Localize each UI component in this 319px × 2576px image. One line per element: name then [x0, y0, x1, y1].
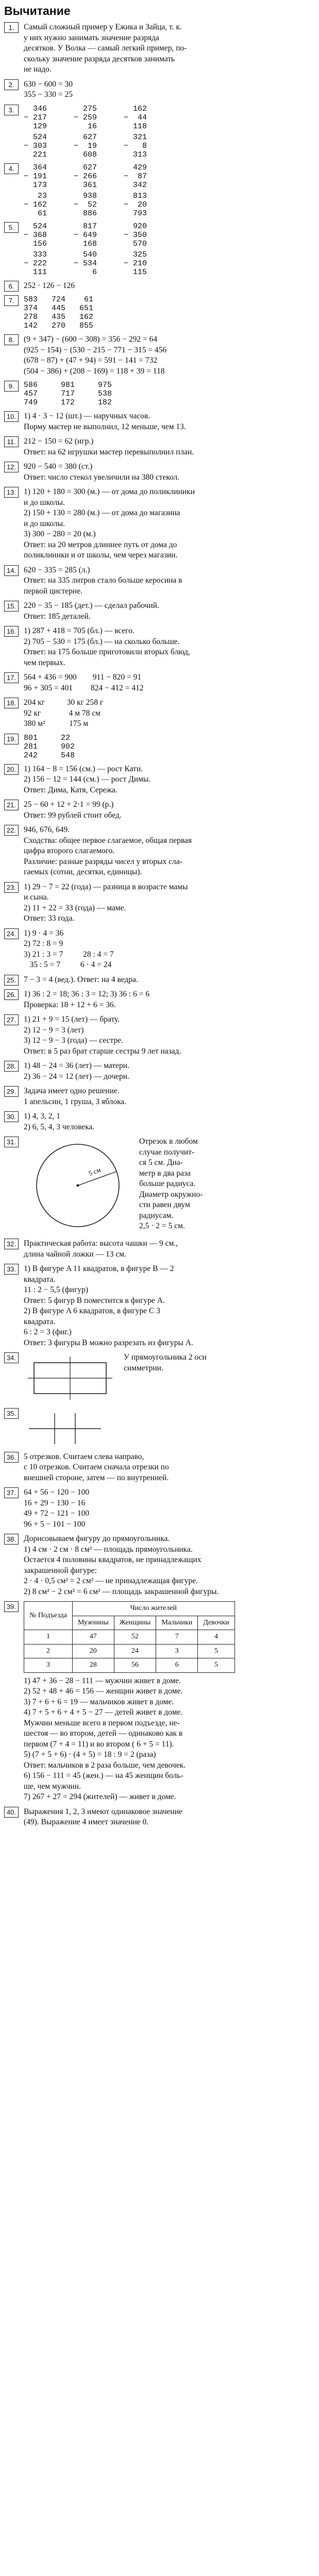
task-line: 946, 676, 649. [24, 825, 70, 834]
task-line: квадрата. [24, 1317, 56, 1326]
column-sum: 920 − 350 570 [124, 222, 147, 248]
task-number: 32. [4, 1239, 19, 1249]
task-24 [4, 928, 315, 971]
task-line: 1) 36 : 2 = 18; 36 : 3 = 12; 3) 36 : 6 = 6 [24, 990, 150, 998]
task-line: сти равен двум [139, 1200, 190, 1209]
page [4, 4, 315, 2576]
task-line: 2) 156 − 12 = 144 (см.) — рост Димы. [24, 775, 151, 784]
number-grid: 583 724 61 374 445 651 278 435 162 142 270 855 [24, 295, 94, 330]
task-line: Ответ: мальчиков в 2 раза больше, чем девочек. [24, 1760, 186, 1770]
task-28 [4, 1061, 315, 1082]
task-line: ся 5 см. Диа- [139, 1158, 183, 1167]
task-number: 31. [4, 1137, 19, 1147]
task-9 [4, 381, 315, 407]
task-line: 96 + 5 − 101 − 100 [24, 1519, 86, 1529]
table-header-cell: Женщины [114, 1616, 156, 1630]
center-point [77, 1184, 79, 1187]
task-39 [4, 1601, 315, 1803]
column-sum: 275 − 259 16 [74, 104, 97, 131]
task-number: 21. [4, 800, 19, 810]
task-line: 92 кг 4 м 78 см [24, 708, 100, 718]
task-line: чем первых. [24, 658, 65, 667]
column-sum: 162 − 44 118 [124, 104, 147, 131]
task-number: 36. [4, 1452, 19, 1463]
task-line: 11 : 2 − 5,5 (фигур) [24, 1285, 88, 1294]
table-cell: 2 [24, 1644, 73, 1658]
task-line: Ответ: 185 деталей. [24, 612, 91, 621]
task-line: 2) 6, 5, 4, 3 человека. [24, 1122, 95, 1131]
task-line: Практическая работа: высота чашки — 9 см., [24, 1239, 178, 1248]
circle-drawing [24, 1137, 132, 1234]
task-number: 28. [4, 1061, 19, 1072]
number-grid: 801 22 281 902 242 548 [24, 733, 75, 760]
column-row [24, 250, 315, 277]
table-header-row [24, 1602, 235, 1616]
task-list [4, 22, 315, 1828]
task-line: 7) 267 + 27 = 294 (жителей) — живет в доме. [24, 1792, 176, 1801]
task-line: 1 апельсин, 1 груша, 3 яблока. [24, 1097, 127, 1106]
task-line: Различие: разные разряды чисел у вторых сла- [24, 857, 182, 866]
task-5 [4, 222, 315, 277]
task-number: 23. [4, 882, 19, 893]
radius-label: 5 см [87, 1165, 102, 1177]
table-cell: 28 [72, 1658, 114, 1673]
task-number: 35. [4, 1408, 19, 1419]
column-sum: 813 − 20 793 [124, 191, 147, 218]
task-line: 220 − 35 − 185 (дет.) — сделал рабочий. [24, 601, 159, 610]
task-26 [4, 989, 315, 1010]
task-21 [4, 800, 315, 821]
task-31 [4, 1137, 315, 1234]
task-line: (504 − 386) + (208 − 169) = 118 + 39 = 118 [24, 366, 165, 376]
task-number: 3. [4, 105, 19, 115]
table-cell: 20 [72, 1644, 114, 1658]
table-cell: 4 [198, 1630, 234, 1645]
task-number: 20. [4, 764, 19, 775]
task-line: 2) 72 : 8 = 9 [24, 939, 63, 948]
table-cell: 5 [198, 1658, 234, 1673]
task-line: 1) 21 + 9 = 15 (лет) — брату. [24, 1015, 120, 1024]
task-line: 4) 7 + 5 + 6 + 4 + 5 − 27 — детей живет в доме. [24, 1708, 183, 1717]
task-37 [4, 1487, 315, 1530]
task-line: Задача имеет одно решение. [24, 1087, 120, 1095]
segments-drawing [24, 1408, 106, 1444]
column-row [24, 163, 315, 190]
task-line: 5) (7 + 5 + 6) · (4 + 5) = 18 : 9 = 2 (раза) [24, 1750, 156, 1759]
task-line: гаемых (сотни, десятки, единицы). [24, 868, 142, 876]
column-sum: 627 − 19 608 [74, 132, 97, 159]
task-14 [4, 565, 315, 597]
task-line: 2 · 4 · 0,5 см² = 2 см² — не принадлежащая фигуре. [24, 1577, 198, 1585]
task-2 [4, 79, 315, 100]
task-36 [4, 1452, 315, 1484]
task-number: 10. [4, 411, 19, 422]
task-line: 1) 4, 3, 2, 1 [24, 1112, 61, 1121]
rectangle-figure [24, 1352, 315, 1404]
task-line: 2) 12 − 9 = 3 (лет) [24, 1025, 84, 1035]
table-header-cell: Мужчины [72, 1616, 114, 1630]
table-cell: 52 [114, 1630, 156, 1645]
task-line: 16 + 29 − 130 − 16 [24, 1498, 86, 1507]
table-cell: 3 [24, 1658, 73, 1673]
table-cell: 6 [156, 1658, 198, 1673]
task-20 [4, 764, 315, 796]
task-30 [4, 1111, 315, 1132]
task-line: 6) 156 − 111 = 45 (жен.) — на 45 женщин боль- [24, 1771, 183, 1780]
task-number: 40. [4, 1807, 19, 1818]
task-line: закрашенной фигуре: [24, 1566, 97, 1575]
table-cell: 56 [114, 1658, 156, 1673]
task-number: 11. [4, 436, 19, 447]
task-line: десятков. У Волка — самый легкий пример, по- [24, 44, 187, 53]
task-line: 3) 12 − 9 − 3 (года) — сестре. [24, 1036, 123, 1045]
task-line: 2) В фигуре A 6 квадратов, в фигуре C 3 [24, 1307, 160, 1315]
task-line: длина чайной ложки — 13 см. [24, 1249, 126, 1259]
task-line: Ответ: 33 года. [24, 914, 75, 923]
task-line: 2,5 · 2 = 5 см. [139, 1222, 185, 1230]
task-line: Ответ: число стекол увеличили на 380 стекол. [24, 472, 180, 482]
task-number: 34. [4, 1352, 19, 1363]
task-number: 22. [4, 825, 19, 836]
task-4 [4, 163, 315, 218]
task-number: 1. [4, 22, 19, 33]
task-line: первом (7 + 4 = 11) и во втором ( 6 + 5 = 11). [24, 1739, 174, 1749]
task-line: Ответ: на 335 литров стало больше керосина в [24, 576, 182, 585]
circle-figure [24, 1137, 315, 1234]
task-line: Ответ: на 20 метров длиннее путь от дома до [24, 540, 177, 549]
task-line: 2) 36 − 24 = 12 (лет) — дочери. [24, 1072, 129, 1081]
task-33 [4, 1264, 315, 1348]
task-number: 6. [4, 281, 19, 292]
task-line: (925 − 154) − (530 − 215 − 771 − 315 = 456 [24, 345, 167, 354]
task-line: радиусам. [139, 1211, 174, 1220]
task-number: 14. [4, 565, 19, 576]
task-line: 3) 21 : 3 = 7 28 : 4 = 7 [24, 950, 114, 959]
task-line: Ответ: Дима, Катя, Сережа. [24, 785, 117, 794]
task-line: и до школы. [24, 519, 65, 528]
task-line: 49 + 72 − 121 − 100 [24, 1509, 89, 1518]
task-line: Проверка: 18 + 12 + 6 = 36. [24, 1000, 116, 1009]
task-line: больше радиуса. [139, 1179, 196, 1188]
task-line: 2) 8 см² − 2 см² = 6 см² — площадь закрашенной фигуры. [24, 1587, 219, 1596]
task-line: с 10 отрезков. Считаем сначала отрезки по [24, 1463, 169, 1471]
task-line: 1) 120 + 180 = 300 (м.) — от дома до поликлиники [24, 487, 195, 496]
column-sum: 938 − 52 886 [74, 191, 97, 218]
task-line: У прямоугольника 2 оси [124, 1353, 207, 1362]
task-3 [4, 105, 315, 159]
task-line: Ответ: на 62 игрушки мастер перевыполнил план. [24, 447, 194, 456]
column-sum: 429 − 87 342 [124, 163, 147, 190]
table-row [24, 1630, 235, 1645]
task-line: Порму мастер не выполнил, 12 меньше, чем 13. [24, 422, 186, 431]
task-line: 620 − 335 = 285 (л.) [24, 565, 90, 574]
page-title: Вычитание [4, 4, 71, 18]
task-line: случае получит- [139, 1147, 195, 1157]
table-cell: 5 [198, 1644, 234, 1658]
task-25 [4, 975, 315, 986]
rectangle-drawing [24, 1352, 116, 1404]
task-line: 380 м² 175 м [24, 719, 89, 728]
task-line: ше, чем мужчин. [24, 1782, 81, 1791]
task-17 [4, 672, 315, 693]
table-cell: 47 [72, 1630, 114, 1645]
task-number: 9. [4, 381, 19, 392]
task-line: шестоя — во втором, детей — одинаково как в [24, 1729, 183, 1738]
task-line: поликлиники и от школы, чем через магазин. [24, 551, 178, 560]
task-line: 204 кг 30 кг 258 г [24, 698, 104, 707]
task-line: 3) 7 + 6 + 6 = 19 — мальчиков живет в доме. [24, 1697, 174, 1706]
task-number: 30. [4, 1111, 19, 1122]
task-number: 12. [4, 462, 19, 472]
task-line: 1) 9 · 4 = 36 [24, 928, 64, 938]
task-line: Сходства: общее первое слагаемое, общая первая [24, 836, 192, 845]
table-cell: 1 [24, 1630, 73, 1645]
task-35 [4, 1408, 315, 1448]
task-number: 18. [4, 698, 19, 708]
task-number: 8. [4, 334, 19, 345]
table-header-cell: Мальчики [156, 1616, 198, 1630]
task-40 [4, 1807, 315, 1828]
task-line: 2) 705 − 530 = 175 (бл.) — на сколько больше. [24, 637, 180, 646]
column-row [24, 105, 315, 131]
task-11 [4, 436, 315, 457]
column-sum: 540 − 534 6 [74, 250, 97, 277]
task-22 [4, 825, 315, 878]
column-sum: 817 − 649 168 [74, 222, 97, 248]
task-line: 3) 300 − 280 = 20 (м.) [24, 530, 96, 538]
task-6 [4, 281, 315, 292]
number-grid: 586 981 975 457 717 538 749 172 182 [24, 381, 112, 407]
task-number: 13. [4, 487, 19, 498]
task-line: 25 − 60 + 12 + 2·1 = 99 (р.) [24, 800, 114, 809]
task-line: (678 − 87) + (47 + 94) = 591 − 141 = 732 [24, 356, 158, 365]
column-sum: 346 − 217 129 [24, 104, 47, 131]
task-number: 5. [4, 222, 19, 233]
task-number: 39. [4, 1601, 19, 1612]
task-23 [4, 882, 315, 924]
task-line: 1) 47 + 36 − 28 − 111 — мужчин живет в доме. [24, 1676, 181, 1685]
task-line: Выражения 1, 2, 3 имеют одинаковое значение [24, 1807, 182, 1816]
column-row [24, 133, 315, 159]
circle-notes [139, 1137, 203, 1234]
task-18 [4, 698, 315, 730]
task-number: 19. [4, 734, 19, 744]
table-header-cell: Девочки [198, 1616, 234, 1630]
task-line: 2) 11 + 22 = 33 (года) — маме. [24, 903, 126, 912]
column-row [24, 192, 315, 218]
task-line: 2) 150 + 130 = 280 (м.) — от дома до магазина [24, 509, 180, 517]
task-32 [4, 1239, 315, 1260]
column-sum: 333 − 222 111 [24, 250, 47, 277]
table-corner: № Подъезда [24, 1602, 73, 1630]
table-row [24, 1658, 235, 1673]
task-number: 33. [4, 1264, 19, 1275]
task-number: 4. [4, 163, 19, 174]
task-8 [4, 334, 315, 377]
column-sum: 524 − 303 221 [24, 132, 47, 159]
task-number: 17. [4, 672, 19, 683]
task-number: 37. [4, 1487, 19, 1498]
task-line: Ответ: на 175 больше приготовили вторых блюд, [24, 648, 190, 656]
task-12 [4, 462, 315, 483]
task-line: Отрезок в любом [139, 1137, 198, 1146]
task-line: внешней стороне, затем — по внутренней. [24, 1473, 169, 1482]
task-line: 1) В фигуре A 11 квадратов, в фигуре B — 2 [24, 1264, 174, 1273]
task-line: скольку значение разряда десятков занимать [24, 54, 175, 63]
task-number: 24. [4, 928, 19, 939]
task-16 [4, 626, 315, 668]
task-number: 25. [4, 975, 19, 986]
task-line: 252 · 126 − 126 [24, 281, 75, 290]
task-line: 355 − 330 = 25 [24, 90, 73, 99]
task-line: Ответ: в 5 раз брат старше сестры 9 лет назад. [24, 1046, 181, 1056]
task-line: 1) 4 · 3 − 12 (шт.) — наручных часов. [24, 412, 150, 420]
task-number: 38. [4, 1534, 19, 1545]
task-line: Мужчин меньше всего в первом подъезде, не- [24, 1718, 180, 1727]
task-19 [4, 734, 315, 760]
task-line: метр в два раза [139, 1168, 191, 1178]
task-number: 26. [4, 989, 19, 1000]
column-sum: 364 − 191 173 [24, 163, 47, 190]
table-cell: 3 [156, 1644, 198, 1658]
task-line: 2) 52 + 48 + 46 = 156 — женщин живет в доме. [24, 1687, 183, 1696]
table-cell: 24 [114, 1644, 156, 1658]
task-number: 27. [4, 1014, 19, 1025]
table-row [24, 1644, 235, 1658]
task-27 [4, 1014, 315, 1057]
task-line: 630 − 600 = 30 [24, 79, 73, 89]
task-line: 1) 4 см · 2 см · 8 см² — площадь прямоугольника. [24, 1545, 193, 1554]
task-line: цифра второго слагаемого. [24, 846, 115, 855]
task-line: первой цистерне. [24, 586, 82, 596]
task-line: Ответ: 5 фигур B поместится в фигуре A. [24, 1296, 165, 1305]
task-number: 15. [4, 601, 19, 612]
task-line: Остается 4 половины квадратов, не принадлежащих [24, 1555, 202, 1564]
column-sum: 321 − 8 313 [124, 132, 147, 159]
task-line: 920 − 540 = 380 (ст.) [24, 462, 93, 471]
task-line: у них нужно занимать значение разряда [24, 33, 159, 42]
task-line: Ответ: 99 рублей стоит обед. [24, 810, 122, 820]
table-group-header: Число жителей [72, 1602, 234, 1616]
task-34 [4, 1352, 315, 1404]
task-line: не надо. [24, 65, 52, 74]
task-line: и до школы. [24, 498, 65, 507]
column-sum: 325 − 210 115 [124, 250, 147, 277]
task-line: (49). Выражение 4 имеет значение 0. [24, 1818, 149, 1826]
column-sum: 23 − 162 61 [24, 191, 47, 218]
column-sum: 524 − 368 156 [24, 222, 47, 248]
task-line: 96 + 305 = 401 824 − 412 = 412 [24, 683, 144, 692]
table-cell: 7 [156, 1630, 198, 1645]
task-1 [4, 22, 315, 75]
task-line: Ответ: 3 фигуры B можно разрезать из фигуры A. [24, 1338, 193, 1347]
task-line: и сына. [24, 893, 49, 902]
task-13 [4, 487, 315, 561]
task-number: 16. [4, 626, 19, 637]
task-line: квадрата. [24, 1275, 56, 1284]
task-line: 1) 287 + 418 = 705 (бл.) — всего. [24, 626, 135, 635]
rectangle-notes [124, 1352, 207, 1404]
task-number: 29. [4, 1086, 19, 1097]
task-line: 1) 48 − 24 = 36 (лет) — матери. [24, 1061, 129, 1070]
task-line: 5 отрезков. Считаем слева направо, [24, 1452, 144, 1461]
task-29 [4, 1086, 315, 1107]
task-line: 6 : 2 = 3 (фиг.) [24, 1328, 72, 1336]
task-line: симметрии. [124, 1363, 163, 1372]
task-line: 64 + 56 − 120 − 100 [24, 1488, 89, 1497]
column-row [24, 222, 315, 248]
task-line: Дорисовываем фигуру до прямоугольника. [24, 1534, 170, 1543]
task-38 [4, 1534, 315, 1597]
task-15 [4, 601, 315, 622]
task-line: Диаметр окружно- [139, 1190, 203, 1199]
task-line: (9 + 347) − (600 − 308) = 356 − 292 = 64 [24, 335, 158, 344]
residents-table [24, 1601, 235, 1673]
task-line: 1) 29 − 7 = 22 (года) — разница в возрасте мамы [24, 882, 188, 891]
task-line: 1) 164 − 8 = 156 (см.) — рост Кати. [24, 764, 143, 773]
task-number: 7. [4, 295, 19, 306]
task-10 [4, 411, 315, 432]
task-7 [4, 295, 315, 330]
column-sum: 627 − 266 361 [74, 163, 97, 190]
task-number: 2. [4, 79, 19, 90]
task-line: Самый сложный пример у Ежика и Зайца, т. к. [24, 23, 182, 31]
task-line: 7 − 3 = 4 (вед.). Ответ: на 4 ведра. [24, 975, 138, 984]
task-line: 212 − 150 = 62 (игр.) [24, 437, 94, 446]
task-line: 35 : 5 = 7 6 · 4 = 24 [24, 960, 112, 969]
task-line: 564 + 436 = 900 911 − 820 = 91 [24, 673, 142, 682]
